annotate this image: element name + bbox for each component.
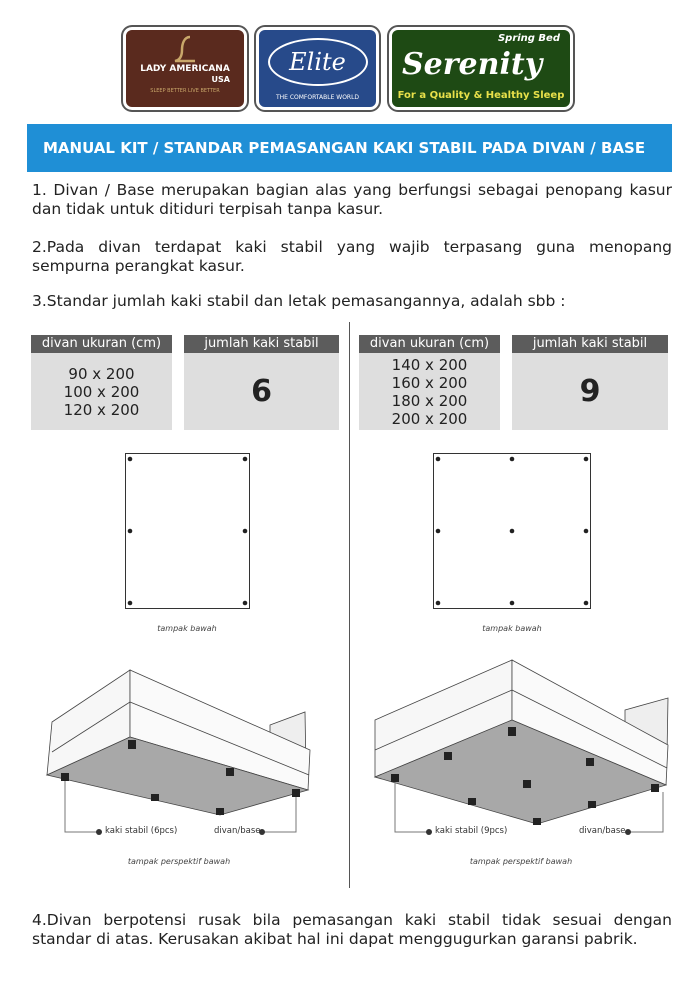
serenity-name: Serenity: [402, 47, 543, 82]
diagrams: [0, 440, 700, 860]
elite-tagline: THE COMFORTABLE WORLD: [275, 94, 360, 101]
elite-name: Elite: [268, 38, 368, 86]
serenity-top: Spring Bed: [497, 33, 560, 44]
serenity-logo: [389, 27, 573, 110]
item-4: 4.Divan berpotensi rusak bila pemasangan kaki stabil tidak sesuai dengan standar di atas. Kerusakan akibat hal ini dapat menggugurkan garansi pabrik.: [32, 911, 672, 948]
legs-label-left: kaki stabil (6pcs): [105, 826, 178, 836]
elite-logo: [256, 27, 379, 110]
count-header-right: jumlah kaki stabil: [512, 335, 668, 353]
size: 160 x 200: [391, 374, 468, 392]
size: 140 x 200: [391, 356, 468, 374]
count-left: 6: [184, 353, 339, 430]
lady-americana-sub: USA: [211, 75, 230, 84]
size-header-right: divan ukuran (cm): [359, 335, 500, 353]
sizes-right: [359, 353, 500, 430]
serenity-tagline: For a Quality & Healthy Sleep: [397, 90, 565, 101]
count-right: 9: [512, 353, 668, 430]
legs-label-right: kaki stabil (9pcs): [435, 826, 508, 836]
perspective-label-left: tampak perspektif bawah: [127, 857, 231, 866]
lady-americana-tagline: SLEEP BETTER LIVE BETTER: [150, 88, 220, 94]
base-label-right: divan/base: [579, 826, 626, 836]
count-header-left: jumlah kaki stabil: [184, 335, 339, 353]
item-1: 1. Divan / Base merupakan bagian alas yang berfungsi sebagai penopang kasur dan tidak untuk ditiduri terpisah tanpa kasur.: [32, 181, 672, 218]
item-2: 2.Pada divan terdapat kaki stabil yang wajib terpasang guna menopang sempurna perangkat kasur.: [32, 238, 672, 275]
bottom-view-label-right: tampak bawah: [482, 624, 542, 633]
lady-americana-logo: [123, 27, 247, 110]
lady-americana-name: LADY AMERICANA: [140, 64, 230, 74]
size-header-left: divan ukuran (cm): [31, 335, 172, 353]
perspective-right: [375, 660, 668, 824]
size: 120 x 200: [63, 401, 140, 419]
size: 180 x 200: [391, 392, 468, 410]
size: 100 x 200: [63, 383, 140, 401]
bottom-view-label-left: tampak bawah: [157, 624, 217, 633]
base-label-left: divan/base: [214, 826, 261, 836]
perspective-left: [47, 670, 310, 815]
bottom-view-left: [126, 454, 250, 609]
size: 200 x 200: [391, 410, 468, 428]
title-banner: MANUAL KIT / STANDAR PEMASANGAN KAKI STABIL PADA DIVAN / BASE: [27, 124, 672, 172]
sizes-left: [31, 353, 172, 430]
perspective-label-right: tampak perspektif bawah: [469, 857, 573, 866]
l-monogram-icon: [170, 34, 200, 64]
size: 90 x 200: [68, 365, 135, 383]
item-3: 3.Standar jumlah kaki stabil dan letak pemasangannya, adalah sbb :: [32, 292, 566, 310]
